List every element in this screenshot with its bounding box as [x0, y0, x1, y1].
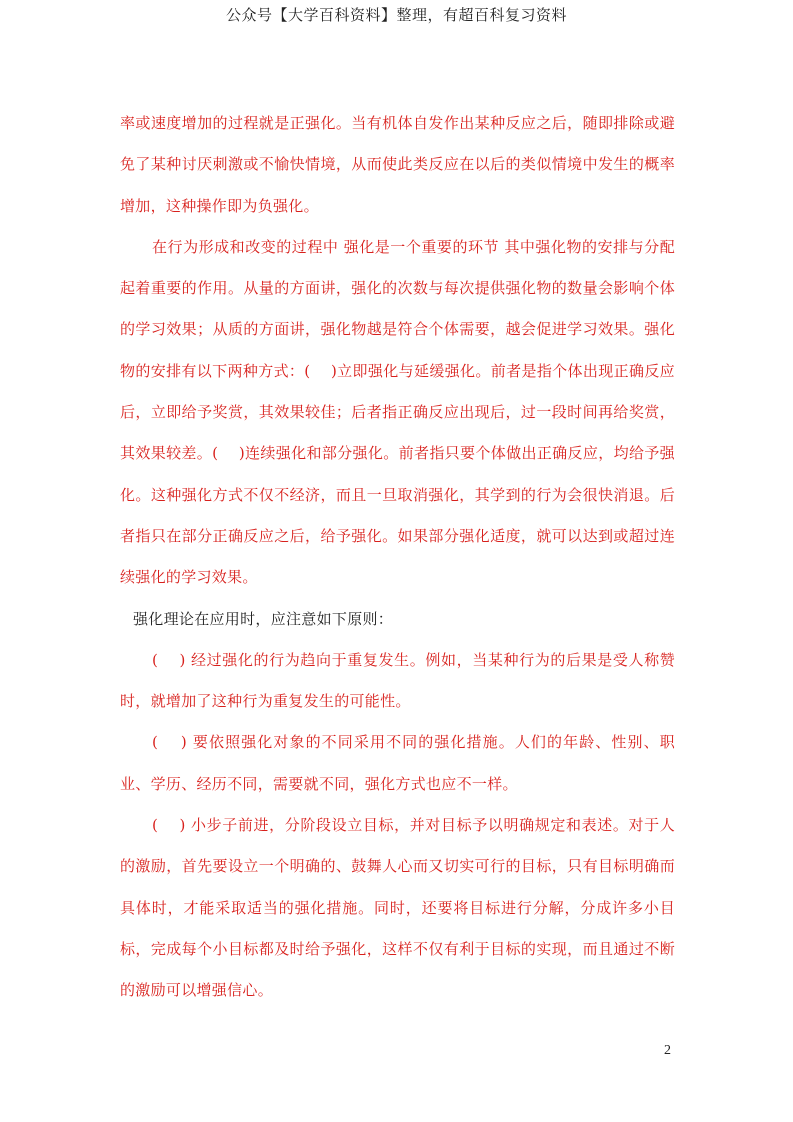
page-header: 公众号【大学百科资料】整理，有超百科复习资料	[225, 6, 567, 24]
principle-item-2: ( ) 要依照强化对象的不同采用不同的强化措施。人们的年龄、性别、职业、学历、经历不同，需要就不同，强化方式也应不一样。	[120, 733, 675, 793]
principle-item-3: ( ) 小步子前进，分阶段设立目标，并对目标予以明确规定和表述。对于人的激励，首先要设立一个明确的、鼓舞人心而又切实可行的目标，只有目标明确而具体时，才能采取适当的强化措施。同时，还要将目标进行分解，分成许多小目标，完成每个小目标都及时给予强化，这样不仅有利于目标的实现，而且通过不断的激励可以增强信心。	[120, 816, 675, 1000]
paragraph-negative-reinforcement: 率或速度增加的过程就是正强化。当有机体自发作出某种反应之后，随即排除或避免了某种讨厌刺激或不愉快情境，从而使此类反应在以后的类似情境中发生的概率增加，这种操作即为负强化。	[120, 114, 675, 215]
paragraph-reinforcer-arrangement: 在行为形成和改变的过程中 强化是一个重要的环节 其中强化物的安排与分配起着重要的作用。从量的方面讲，强化的次数与每次提供强化物的数量会影响个体的学习效果；从质的方面讲，强化物越是符合个体需要，越会促进学习效果。强化物的安排有以下两种方式：( )立即强化与延缓强化。前者是指个体出现正确反应后，立即给予奖赏，其效果较佳；后者指正确反应出现后，过一段时间再给奖赏，其效果较差。( )连续强化和部分强化。前者指只要个体做出正确反应，均给予强化。这种强化方式不仅不经济，而且一旦取消强化，其学到的行为会很快消退。后者指只在部分正确反应之后，给予强化。如果部分强化适度，就可以达到或超过连续强化的学习效果。	[120, 237, 675, 587]
paragraph-principles-intro: 强化理论在应用时，应注意如下原则：	[133, 609, 394, 628]
document-body	[120, 103, 675, 1012]
principle-item-1: ( ) 经过强化的行为趋向于重复发生。例如，当某种行为的后果是受人称赞时，就增加了这种行为重复发生的可能性。	[120, 650, 675, 711]
page-number: 2	[664, 1043, 671, 1058]
